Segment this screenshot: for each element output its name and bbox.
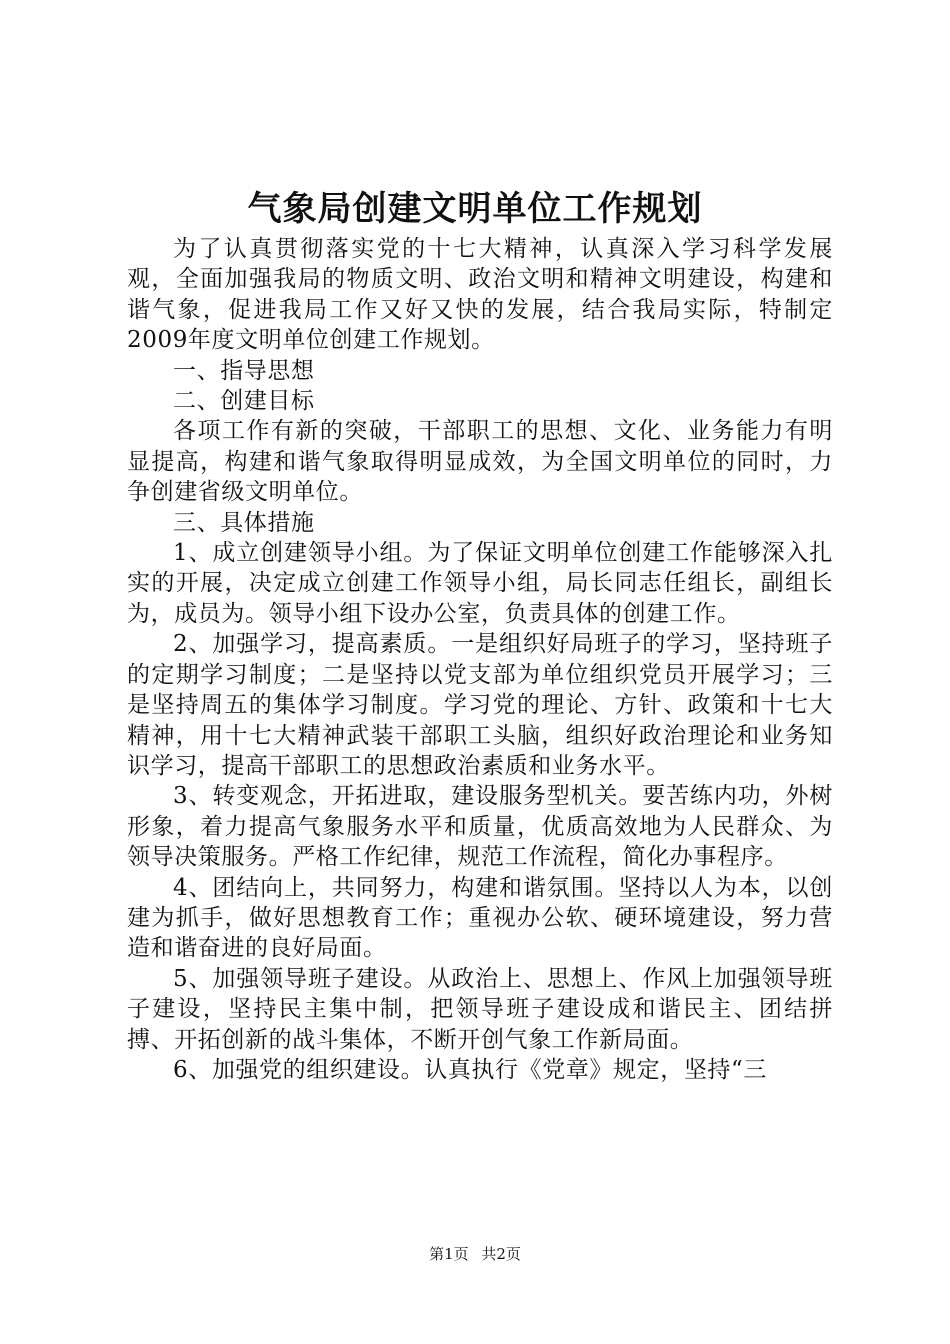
document-body	[127, 234, 833, 1085]
paragraph-measure-6: 6、加强党的组织建设。认真执行《党章》规定，坚持“三	[173, 1056, 767, 1083]
paragraph-measure-4: 4、团结向上，共同努力，构建和谐氛围。坚持以人为本，以创建为抓手，做好思想教育工作；重视办公软、硬环境建设，努力营造和谐奋进的良好局面。	[127, 874, 833, 962]
page-number: 第1页	[429, 1245, 469, 1263]
heading-guiding-ideology: 一、指导思想	[173, 357, 315, 384]
paragraph-intro: 为了认真贯彻落实党的十七大精神，认真深入学习科学发展观，全面加强我局的物质文明、政治文明和精神文明建设，构建和谐气象，促进我局工作又好又快的发展，结合我局实际，特制定2009年度文明单位创建工作规划。	[127, 236, 833, 354]
heading-creation-goals: 二、创建目标	[173, 388, 315, 415]
page-footer	[0, 1244, 950, 1264]
paragraph-measure-2: 2、加强学习，提高素质。一是组织好局班子的学习，坚持班子的定期学习制度；二是坚持以党支部为单位组织党员开展学习；三是坚持周五的集体学习制度。学习党的理论、方针、政策和十七大精神，用十七大精神武装干部职工头脑，组织好政治理论和业务知识学习，提高干部职工的思想政治素质和业务水平。	[127, 631, 833, 779]
page-total: 共2页	[481, 1245, 521, 1263]
paragraph-measure-1: 1、成立创建领导小组。为了保证文明单位创建工作能够深入扎实的开展，决定成立创建工作领导小组，局长同志任组长，副组长为，成员为。领导小组下设办公室，负责具体的创建工作。	[127, 540, 833, 627]
paragraph-measure-5: 5、加强领导班子建设。从政治上、思想上、作风上加强领导班子建设，坚持民主集中制，把领导班子建设成和谐民主、团结拼搏、开拓创新的战斗集体，不断开创气象工作新局面。	[127, 965, 833, 1053]
paragraph-goals: 各项工作有新的突破，干部职工的思想、文化、业务能力有明显提高，构建和谐气象取得明显成效，为全国文明单位的同时，力争创建省级文明单位。	[127, 418, 833, 506]
heading-specific-measures: 三、具体措施	[173, 509, 315, 536]
paragraph-measure-3: 3、转变观念，开拓进取，建设服务型机关。要苦练内功，外树形象，着力提高气象服务水平和质量，优质高效地为人民群众、为领导决策服务。严格工作纪律，规范工作流程，简化办事程序。	[127, 783, 833, 871]
document-title: 气象局创建文明单位工作规划	[247, 189, 703, 229]
